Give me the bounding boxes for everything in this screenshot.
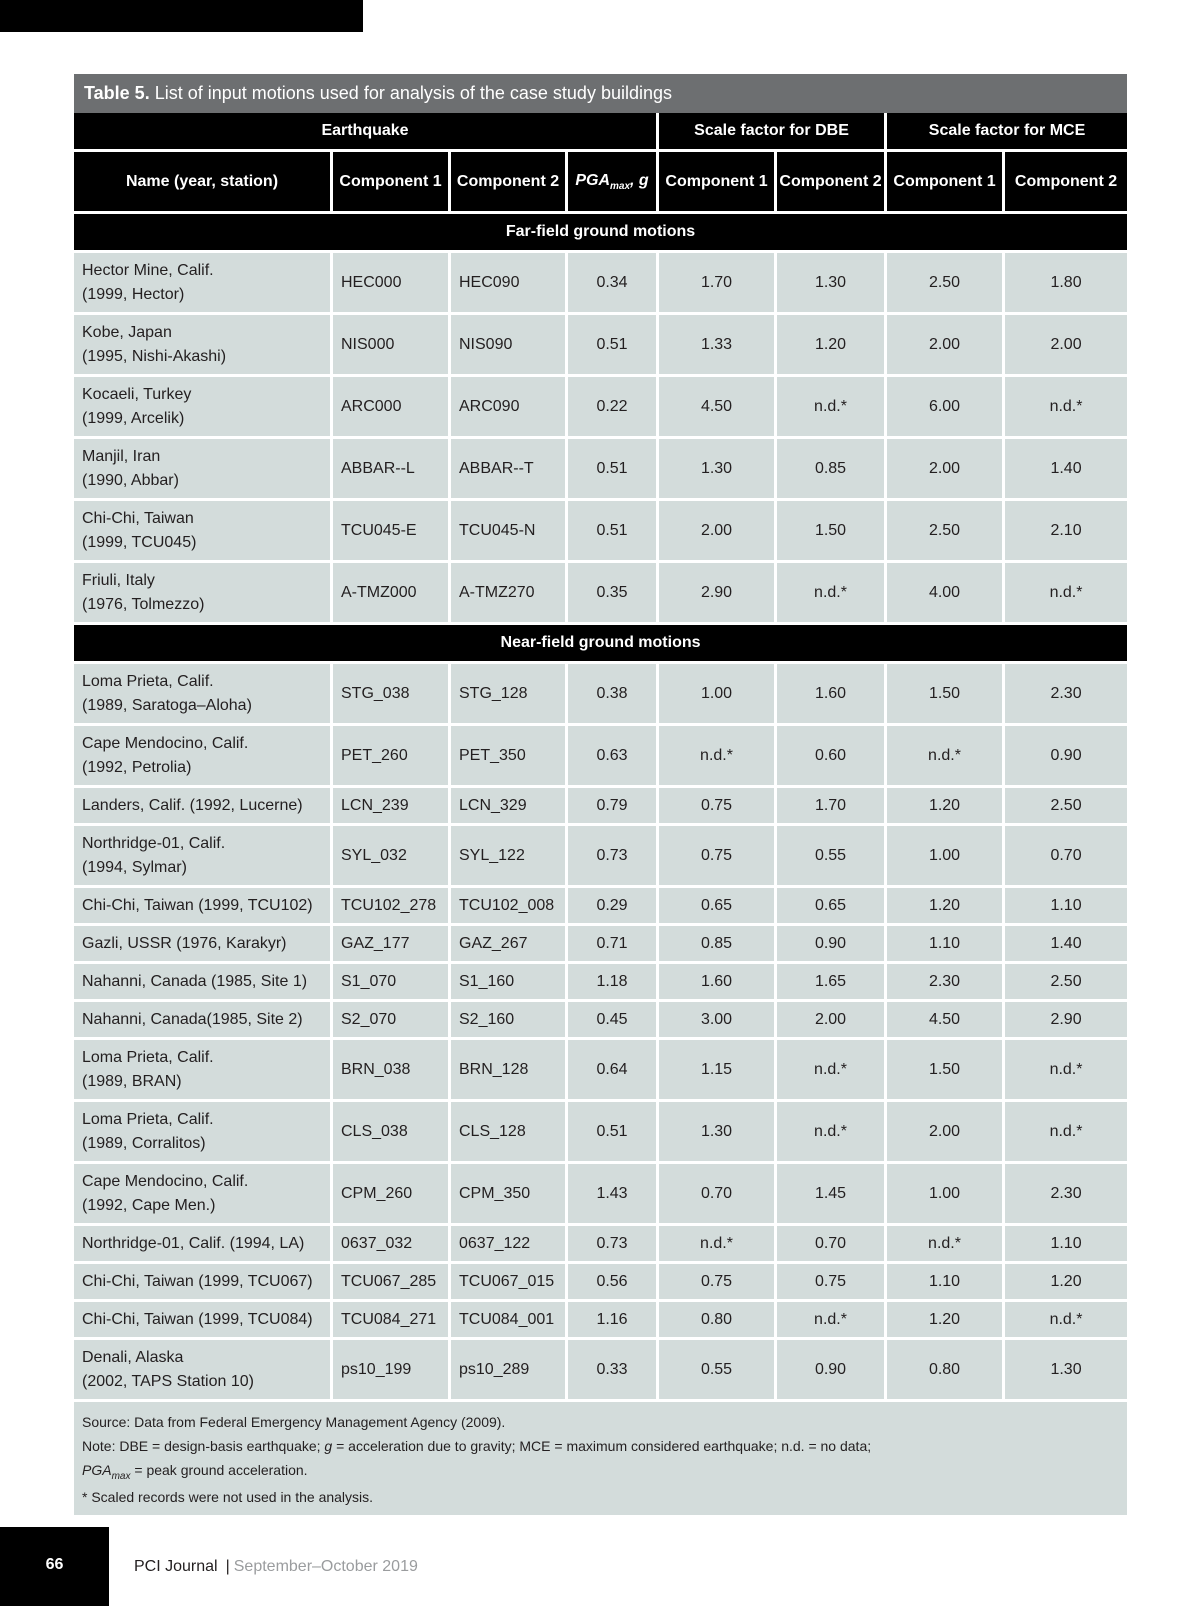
dbe-component-1-cell: 0.55	[659, 1340, 777, 1402]
component-2-cell: 0637_122	[451, 1226, 568, 1264]
pga-cell: 0.51	[568, 501, 659, 563]
caption-label: Table 5.	[84, 83, 150, 103]
mce-component-2-cell: n.d.*	[1005, 563, 1127, 625]
footer-separator: |	[225, 1558, 230, 1575]
header-component-2: Component 2	[451, 152, 568, 214]
table-row	[74, 1264, 1127, 1302]
mce-component-1-cell: n.d.*	[887, 1226, 1005, 1264]
earthquake-year-station: (1994, Sylmar)	[82, 858, 187, 876]
dbe-component-1-cell: 3.00	[659, 1002, 777, 1040]
table-row	[74, 964, 1127, 1002]
mce-component-1-cell: 0.80	[887, 1340, 1005, 1402]
earthquake-name-cell	[74, 1264, 333, 1302]
dbe-component-1-cell: 1.70	[659, 253, 777, 315]
note-part-b: = acceleration due to gravity; MCE = maximum considered earthquake; n.d. = no data;	[332, 1438, 872, 1454]
mce-component-2-cell: 2.50	[1005, 964, 1127, 1002]
dbe-component-1-cell: 0.75	[659, 788, 777, 826]
earthquake-name: Kocaeli, Turkey	[82, 385, 192, 403]
header-pga	[568, 152, 659, 214]
footer-journal	[134, 1558, 418, 1576]
pga-cell: 0.73	[568, 826, 659, 888]
earthquake-name: Landers, Calif. (1992, Lucerne)	[82, 796, 303, 814]
table-row	[74, 563, 1127, 625]
mce-component-2-cell: 1.30	[1005, 1340, 1127, 1402]
mce-component-1-cell: 2.50	[887, 501, 1005, 563]
table-row	[74, 439, 1127, 501]
component-2-cell: GAZ_267	[451, 926, 568, 964]
pga-label: PGA	[575, 171, 610, 189]
earthquake-name: Kobe, Japan	[82, 323, 172, 341]
component-2-cell: ARC090	[451, 377, 568, 439]
mce-component-1-cell: 1.20	[887, 888, 1005, 926]
mce-component-1-cell: 1.50	[887, 664, 1005, 726]
earthquake-year-station: (1992, Cape Men.)	[82, 1196, 216, 1214]
pga-cell: 0.34	[568, 253, 659, 315]
pga-subscript: max	[610, 180, 631, 192]
dbe-component-2-cell: 1.60	[777, 664, 887, 726]
note-pga	[82, 1458, 1119, 1485]
component-1-cell: GAZ_177	[333, 926, 451, 964]
top-black-bar	[0, 0, 363, 32]
mce-component-2-cell: 1.10	[1005, 888, 1127, 926]
component-1-cell: ps10_199	[333, 1340, 451, 1402]
pga-cell: 0.29	[568, 888, 659, 926]
component-2-cell: LCN_329	[451, 788, 568, 826]
table-row	[74, 1302, 1127, 1340]
table-row	[74, 726, 1127, 788]
dbe-component-1-cell: 0.70	[659, 1164, 777, 1226]
earthquake-name: Northridge-01, Calif. (1994, LA)	[82, 1234, 305, 1252]
earthquake-name-cell	[74, 1302, 333, 1340]
component-1-cell: PET_260	[333, 726, 451, 788]
component-1-cell: TCU084_271	[333, 1302, 451, 1340]
component-2-cell: SYL_122	[451, 826, 568, 888]
note-part-a: Note: DBE = design-basis earthquake;	[82, 1438, 325, 1454]
mce-component-2-cell: 1.40	[1005, 439, 1127, 501]
table-row	[74, 1040, 1127, 1102]
earthquake-name-cell	[74, 439, 333, 501]
dbe-component-2-cell: 1.70	[777, 788, 887, 826]
mce-component-1-cell: 4.00	[887, 563, 1005, 625]
component-1-cell: BRN_038	[333, 1040, 451, 1102]
dbe-component-1-cell: n.d.*	[659, 1226, 777, 1264]
table-row	[74, 253, 1127, 315]
component-1-cell: HEC000	[333, 253, 451, 315]
dbe-component-1-cell: 2.90	[659, 563, 777, 625]
earthquake-name-cell	[74, 563, 333, 625]
table-row	[74, 1002, 1127, 1040]
earthquake-year-station: (1990, Abbar)	[82, 471, 179, 489]
earthquake-name-cell	[74, 664, 333, 726]
dbe-component-2-cell: 1.45	[777, 1164, 887, 1226]
dbe-component-1-cell: 4.50	[659, 377, 777, 439]
component-1-cell: CPM_260	[333, 1164, 451, 1226]
mce-component-2-cell: 0.90	[1005, 726, 1127, 788]
dbe-component-2-cell: 0.85	[777, 439, 887, 501]
dbe-component-1-cell: 1.00	[659, 664, 777, 726]
earthquake-name: Loma Prieta, Calif.	[82, 1048, 214, 1066]
component-1-cell: NIS000	[333, 315, 451, 377]
table-body	[74, 214, 1127, 1402]
pga-cell: 0.22	[568, 377, 659, 439]
earthquake-name-cell	[74, 926, 333, 964]
mce-component-2-cell: n.d.*	[1005, 377, 1127, 439]
component-2-cell: S1_160	[451, 964, 568, 1002]
dbe-component-2-cell: 0.65	[777, 888, 887, 926]
pga-cell: 1.18	[568, 964, 659, 1002]
section-near-field: Near-field ground motions	[74, 625, 1127, 664]
earthquake-year-station: (1989, BRAN)	[82, 1072, 182, 1090]
component-2-cell: A-TMZ270	[451, 563, 568, 625]
mce-component-1-cell: 2.00	[887, 315, 1005, 377]
dbe-component-2-cell: 0.90	[777, 1340, 887, 1402]
component-2-cell: NIS090	[451, 315, 568, 377]
component-2-cell: S2_160	[451, 1002, 568, 1040]
table-row	[74, 1226, 1127, 1264]
pga-cell: 0.51	[568, 439, 659, 501]
note-pga-label: PGA	[82, 1462, 112, 1478]
component-1-cell: 0637_032	[333, 1226, 451, 1264]
pga-cell: 0.64	[568, 1040, 659, 1102]
dbe-component-1-cell: 2.00	[659, 501, 777, 563]
earthquake-name-cell	[74, 888, 333, 926]
mce-component-2-cell: 2.00	[1005, 315, 1127, 377]
component-2-cell: CPM_350	[451, 1164, 568, 1226]
component-2-cell: PET_350	[451, 726, 568, 788]
table-5	[74, 74, 1127, 1515]
dbe-component-1-cell: 1.30	[659, 439, 777, 501]
component-2-cell: HEC090	[451, 253, 568, 315]
mce-component-1-cell: n.d.*	[887, 726, 1005, 788]
dbe-component-1-cell: 1.30	[659, 1102, 777, 1164]
mce-component-2-cell: 2.90	[1005, 1002, 1127, 1040]
dbe-component-1-cell: 1.60	[659, 964, 777, 1002]
earthquake-name: Nahanni, Canada (1985, Site 1)	[82, 972, 308, 990]
dbe-component-1-cell: 0.75	[659, 826, 777, 888]
dbe-component-2-cell: 0.55	[777, 826, 887, 888]
earthquake-name: Cape Mendocino, Calif.	[82, 734, 249, 752]
earthquake-name: Chi-Chi, Taiwan (1999, TCU102)	[82, 896, 313, 914]
dbe-component-2-cell: 0.90	[777, 926, 887, 964]
header-scale-mce: Scale factor for MCE	[887, 113, 1127, 152]
earthquake-name: Cape Mendocino, Calif.	[82, 1172, 249, 1190]
dbe-component-2-cell: 1.20	[777, 315, 887, 377]
earthquake-name-cell	[74, 377, 333, 439]
table-row	[74, 1340, 1127, 1402]
pga-cell: 0.38	[568, 664, 659, 726]
mce-component-2-cell: 2.10	[1005, 501, 1127, 563]
table-row	[74, 377, 1127, 439]
earthquake-year-station: (1992, Petrolia)	[82, 758, 192, 776]
table-header	[74, 113, 1127, 214]
earthquake-name: Friuli, Italy	[82, 571, 155, 589]
earthquake-year-station: (1999, Hector)	[82, 285, 185, 303]
mce-component-1-cell: 1.10	[887, 1264, 1005, 1302]
dbe-component-2-cell: 1.65	[777, 964, 887, 1002]
component-1-cell: STG_038	[333, 664, 451, 726]
note-asterisk: * Scaled records were not used in the analysis.	[82, 1489, 374, 1505]
component-1-cell: SYL_032	[333, 826, 451, 888]
dbe-component-2-cell: 0.70	[777, 1226, 887, 1264]
earthquake-name-cell	[74, 253, 333, 315]
earthquake-name-cell	[74, 1340, 333, 1402]
table-row	[74, 926, 1127, 964]
pga-cell: 0.51	[568, 315, 659, 377]
note-abbreviations	[82, 1434, 1119, 1458]
table-row	[74, 501, 1127, 563]
table-row	[74, 788, 1127, 826]
earthquake-name: Hector Mine, Calif.	[82, 261, 214, 279]
mce-component-1-cell: 6.00	[887, 377, 1005, 439]
pga-cell: 0.35	[568, 563, 659, 625]
note-g: g	[324, 1438, 333, 1454]
mce-component-1-cell: 1.10	[887, 926, 1005, 964]
mce-component-2-cell: 2.50	[1005, 788, 1127, 826]
earthquake-year-station: (1999, Arcelik)	[82, 409, 185, 427]
component-2-cell: CLS_128	[451, 1102, 568, 1164]
mce-component-2-cell: n.d.*	[1005, 1302, 1127, 1340]
component-1-cell: S1_070	[333, 964, 451, 1002]
mce-component-2-cell: 2.30	[1005, 1164, 1127, 1226]
pga-cell: 0.51	[568, 1102, 659, 1164]
caption-text: List of input motions used for analysis of the case study buildings	[149, 83, 672, 103]
earthquake-name: Manjil, Iran	[82, 447, 161, 465]
table-row	[74, 826, 1127, 888]
dbe-component-1-cell: 1.33	[659, 315, 777, 377]
header-dbe-component-1: Component 1	[659, 152, 777, 214]
earthquake-name-cell	[74, 1002, 333, 1040]
earthquake-name-cell	[74, 1040, 333, 1102]
header-mce-component-1: Component 1	[887, 152, 1005, 214]
earthquake-year-station: (1999, TCU045)	[82, 533, 197, 551]
mce-component-1-cell: 1.00	[887, 1164, 1005, 1226]
mce-component-1-cell: 1.20	[887, 1302, 1005, 1340]
dbe-component-1-cell: 0.65	[659, 888, 777, 926]
component-1-cell: CLS_038	[333, 1102, 451, 1164]
earthquake-name: Chi-Chi, Taiwan (1999, TCU084)	[82, 1310, 313, 1328]
earthquake-year-station: (2002, TAPS Station 10)	[82, 1372, 254, 1390]
dbe-component-2-cell: 0.60	[777, 726, 887, 788]
earthquake-name: Gazli, USSR (1976, Karakyr)	[82, 934, 287, 952]
pga-cell: 0.33	[568, 1340, 659, 1402]
dbe-component-1-cell: 0.80	[659, 1302, 777, 1340]
earthquake-name: Denali, Alaska	[82, 1348, 184, 1366]
component-2-cell: TCU102_008	[451, 888, 568, 926]
earthquake-name-cell	[74, 788, 333, 826]
pga-cell: 0.73	[568, 1226, 659, 1264]
dbe-component-1-cell: 0.85	[659, 926, 777, 964]
pga-cell: 0.63	[568, 726, 659, 788]
mce-component-2-cell: 1.10	[1005, 1226, 1127, 1264]
dbe-component-2-cell: 2.00	[777, 1002, 887, 1040]
component-1-cell: ABBAR--L	[333, 439, 451, 501]
pga-cell: 1.43	[568, 1164, 659, 1226]
mce-component-2-cell: 2.30	[1005, 664, 1127, 726]
header-mce-component-2: Component 2	[1005, 152, 1127, 214]
table-row	[74, 664, 1127, 726]
mce-component-2-cell: 1.40	[1005, 926, 1127, 964]
earthquake-name-cell	[74, 1226, 333, 1264]
pga-cell: 0.45	[568, 1002, 659, 1040]
component-1-cell: S2_070	[333, 1002, 451, 1040]
table-notes	[74, 1402, 1127, 1515]
note-pga-subscript: max	[111, 1471, 131, 1482]
dbe-component-2-cell: n.d.*	[777, 377, 887, 439]
dbe-component-2-cell: n.d.*	[777, 563, 887, 625]
earthquake-name: Nahanni, Canada(1985, Site 2)	[82, 1010, 303, 1028]
component-2-cell: TCU084_001	[451, 1302, 568, 1340]
page-number: 66	[45, 1556, 64, 1573]
section-far-field: Far-field ground motions	[74, 214, 1127, 253]
mce-component-1-cell: 2.30	[887, 964, 1005, 1002]
mce-component-1-cell: 4.50	[887, 1002, 1005, 1040]
dbe-component-2-cell: n.d.*	[777, 1102, 887, 1164]
mce-component-1-cell: 2.00	[887, 439, 1005, 501]
header-name: Name (year, station)	[74, 152, 333, 214]
issue-date: September–October 2019	[233, 1558, 418, 1575]
component-2-cell: ps10_289	[451, 1340, 568, 1402]
component-2-cell: ABBAR--T	[451, 439, 568, 501]
pga-cell: 0.79	[568, 788, 659, 826]
component-1-cell: ARC000	[333, 377, 451, 439]
pga-unit: , g	[630, 171, 649, 189]
earthquake-year-station: (1995, Nishi-Akashi)	[82, 347, 227, 365]
earthquake-name-cell	[74, 315, 333, 377]
note-source: Source: Data from Federal Emergency Management Agency (2009).	[82, 1414, 506, 1430]
earthquake-name: Loma Prieta, Calif.	[82, 672, 214, 690]
component-2-cell: TCU067_015	[451, 1264, 568, 1302]
earthquake-name: Chi-Chi, Taiwan (1999, TCU067)	[82, 1272, 313, 1290]
dbe-component-2-cell: 1.50	[777, 501, 887, 563]
mce-component-1-cell: 2.50	[887, 253, 1005, 315]
mce-component-2-cell: 0.70	[1005, 826, 1127, 888]
earthquake-name-cell	[74, 826, 333, 888]
mce-component-2-cell: 1.80	[1005, 253, 1127, 315]
dbe-component-2-cell: n.d.*	[777, 1302, 887, 1340]
component-2-cell: BRN_128	[451, 1040, 568, 1102]
mce-component-2-cell: n.d.*	[1005, 1040, 1127, 1102]
header-component-1: Component 1	[333, 152, 451, 214]
pga-cell: 1.16	[568, 1302, 659, 1340]
header-earthquake: Earthquake	[74, 113, 659, 152]
component-1-cell: TCU067_285	[333, 1264, 451, 1302]
mce-component-1-cell: 1.50	[887, 1040, 1005, 1102]
earthquake-year-station: (1989, Saratoga–Aloha)	[82, 696, 252, 714]
dbe-component-1-cell: n.d.*	[659, 726, 777, 788]
dbe-component-1-cell: 1.15	[659, 1040, 777, 1102]
pga-cell: 0.56	[568, 1264, 659, 1302]
earthquake-name-cell	[74, 726, 333, 788]
mce-component-1-cell: 1.20	[887, 788, 1005, 826]
earthquake-year-station: (1989, Corralitos)	[82, 1134, 206, 1152]
earthquake-name-cell	[74, 1164, 333, 1226]
component-1-cell: TCU102_278	[333, 888, 451, 926]
pga-cell: 0.71	[568, 926, 659, 964]
table-row	[74, 1102, 1127, 1164]
table-row	[74, 888, 1127, 926]
earthquake-name-cell	[74, 1102, 333, 1164]
table-caption	[74, 74, 1127, 113]
component-1-cell: A-TMZ000	[333, 563, 451, 625]
component-2-cell: STG_128	[451, 664, 568, 726]
mce-component-2-cell: 1.20	[1005, 1264, 1127, 1302]
mce-component-2-cell: n.d.*	[1005, 1102, 1127, 1164]
mce-component-1-cell: 2.00	[887, 1102, 1005, 1164]
earthquake-name: Northridge-01, Calif.	[82, 834, 226, 852]
dbe-component-2-cell: n.d.*	[777, 1040, 887, 1102]
earthquake-name: Loma Prieta, Calif.	[82, 1110, 214, 1128]
table-row	[74, 315, 1127, 377]
earthquake-name-cell	[74, 501, 333, 563]
component-1-cell: TCU045-E	[333, 501, 451, 563]
input-motions-table	[74, 113, 1127, 1402]
component-1-cell: LCN_239	[333, 788, 451, 826]
dbe-component-2-cell: 0.75	[777, 1264, 887, 1302]
earthquake-name-cell	[74, 964, 333, 1002]
journal-name: PCI Journal	[134, 1558, 218, 1575]
dbe-component-2-cell: 1.30	[777, 253, 887, 315]
header-scale-dbe: Scale factor for DBE	[659, 113, 887, 152]
earthquake-year-station: (1976, Tolmezzo)	[82, 595, 205, 613]
note-part-c: = peak ground acceleration.	[130, 1462, 308, 1478]
mce-component-1-cell: 1.00	[887, 826, 1005, 888]
dbe-component-1-cell: 0.75	[659, 1264, 777, 1302]
table-row	[74, 1164, 1127, 1226]
component-2-cell: TCU045-N	[451, 501, 568, 563]
header-dbe-component-2: Component 2	[777, 152, 887, 214]
earthquake-name: Chi-Chi, Taiwan	[82, 509, 194, 527]
